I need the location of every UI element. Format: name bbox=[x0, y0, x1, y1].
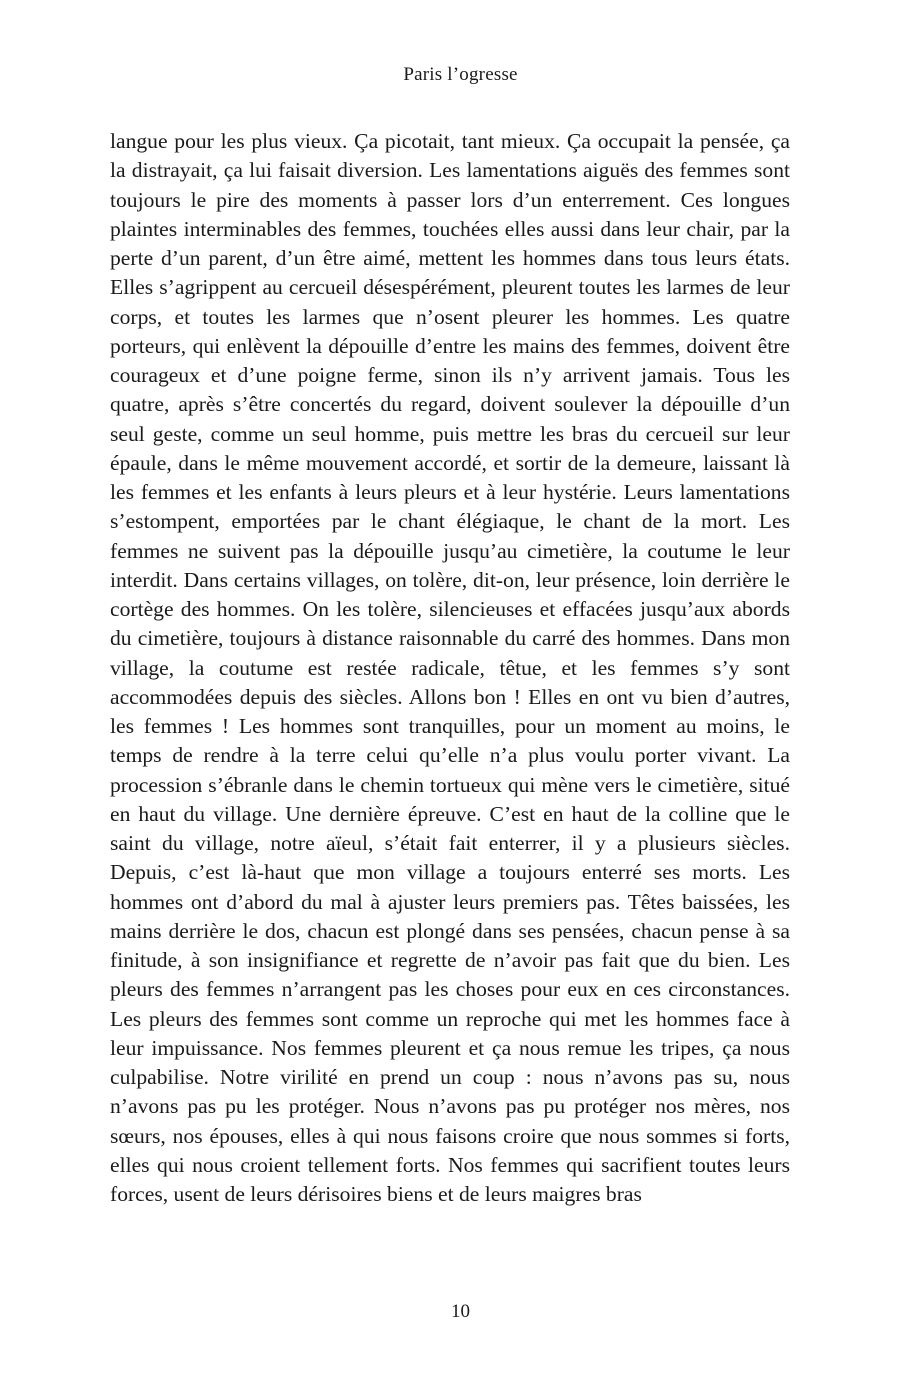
page-number: 10 bbox=[451, 1301, 470, 1322]
running-header-title: Paris l’ogresse bbox=[403, 64, 518, 85]
body-paragraph: langue pour les plus vieux. Ça picotait, tant mieux. Ça occupait la pensée, ça la distrayait, ça lui faisait diversion. Les lamentations aiguës des femmes sont toujours le pire des moments à passer lors d’un enterrement. Ces longues plaintes interminables des femmes, touchées elles aussi dans leur chair, par la perte d’un parent, d’un être aimé, mettent les hommes dans tous leurs états. Elles s’agrippent au cercueil désespérément, pleurent toutes les larmes de leur corps, et toutes les larmes que n’osent pleurer les hommes. Les quatre porteurs, qui enlèvent la dépouille d’entre les mains des femmes, doivent être courageux et d’une poigne ferme, sinon ils n’y arrivent jamais. Tous les quatre, après s’être concertés du regard, doivent soulever la dépouille d’un seul geste, comme un seul homme, puis mettre les bras du cercueil sur leur épaule, dans le même mouvement accordé, et sortir de la demeure, laissant là les femmes et les enfants à leurs pleurs et à leur hystérie. Leurs lamentations s’estompent, emportées par le chant élégiaque, le chant de la mort. Les femmes ne suivent pas la dépouille jusqu’au cimetière, la coutume le leur interdit. Dans certains villages, on tolère, dit-on, leur présence, loin derrière le cortège des hommes. On les tolère, silencieuses et effacées jusqu’aux abords du cimetière, toujours à distance raisonnable du carré des hommes. Dans mon village, la coutume est restée radicale, têtue, et les femmes s’y sont accommodées depuis des siècles. Allons bon ! Elles en ont vu bien d’autres, les femmes ! Les hommes sont tranquilles, pour un moment au moins, le temps de rendre à la terre celui qu’elle n’a plus voulu porter vivant. La procession s’ébranle dans le chemin tortueux qui mène vers le cimetière, situé en haut du village. Une dernière épreuve. C’est en haut de la colline que le saint du village, notre aïeul, s’était fait enterrer, il y a plusieurs siècles. Depuis, c’est là-haut que mon village a toujours enterré ses morts. Les hommes ont d’abord du mal à ajuster leurs premiers pas. Têtes baissées, les mains derrière le dos, chacun est plongé dans ses pensées, chacun pense à sa finitude, à son insignifiance et regrette de n’avoir pas fait que du bien. Les pleurs des femmes n’arrangent pas les choses pour eux en ces circonstances. Les pleurs des femmes sont comme un reproche qui met les hommes face à leur impuissance. Nos femmes pleurent et ça nous remue les tripes, ça nous culpabilise. Notre virilité en prend un coup : nous n’avons pas su, nous n’avons pas pu les protéger. Nous n’avons pas pu protéger nos mères, nos sœurs, nos épouses, elles à qui nous faisons croire que nous sommes si forts, elles qui nous croient tellement forts. Nos femmes qui sacrifient toutes leurs forces, usent de leurs dérisoires biens et de leurs maigres bras bbox=[110, 129, 790, 1206]
